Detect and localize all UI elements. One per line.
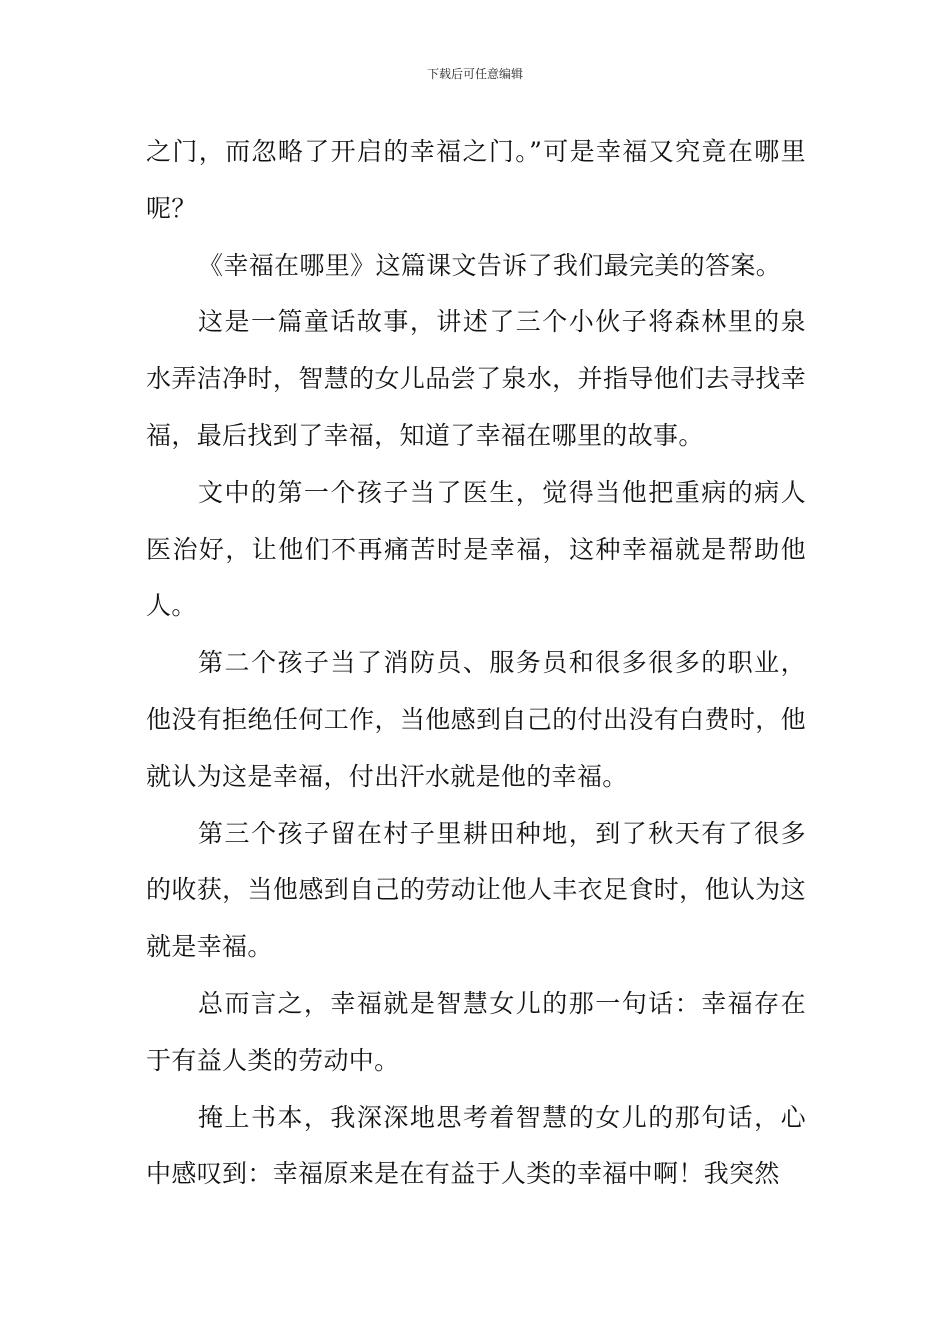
body-text [146,124,806,1203]
paragraph-7: 总而言之，幸福就是智慧女儿的那一句话：幸福存在于有益人类的劳动中。 [146,988,806,1075]
paragraph-6: 第三个孩子留在村子里耕田种地，到了秋天有了很多的收获，当他感到自己的劳动让他人丰衣足食时，他认为这就是幸福。 [146,818,806,962]
paragraph-4: 文中的第一个孩子当了医生，觉得当他把重病的病人医治好，让他们不再痛苦时是幸福，这种幸福就是帮助他人。 [146,477,806,621]
page-header: 下载后可任意编辑 [426,67,523,81]
paragraph-3: 这是一篇童话故事，讲述了三个小伙子将森林里的泉水弄洁净时，智慧的女儿品尝了泉水，并指导他们去寻找幸福，最后找到了幸福，知道了幸福在哪里的故事。 [146,307,806,450]
paragraph-5: 第二个孩子当了消防员、服务员和很多很多的职业，他没有拒绝任何工作，当他感到自己的付出没有白费时，他就认为这是幸福，付出汗水就是他的幸福。 [146,648,806,791]
paragraph-1: 之门，而忽略了开启的幸福之门。”可是幸福又究竟在哪里呢？ [146,137,806,223]
paragraph-2: 《幸福在哪里》这篇课文告诉了我们最完美的答案。 [198,250,782,280]
paragraph-8: 掩上书本，我深深地思考着智慧的女儿的那句话，心中感叹到：幸福原来是在有益于人类的幸福中啊！我突然 [146,1102,806,1189]
